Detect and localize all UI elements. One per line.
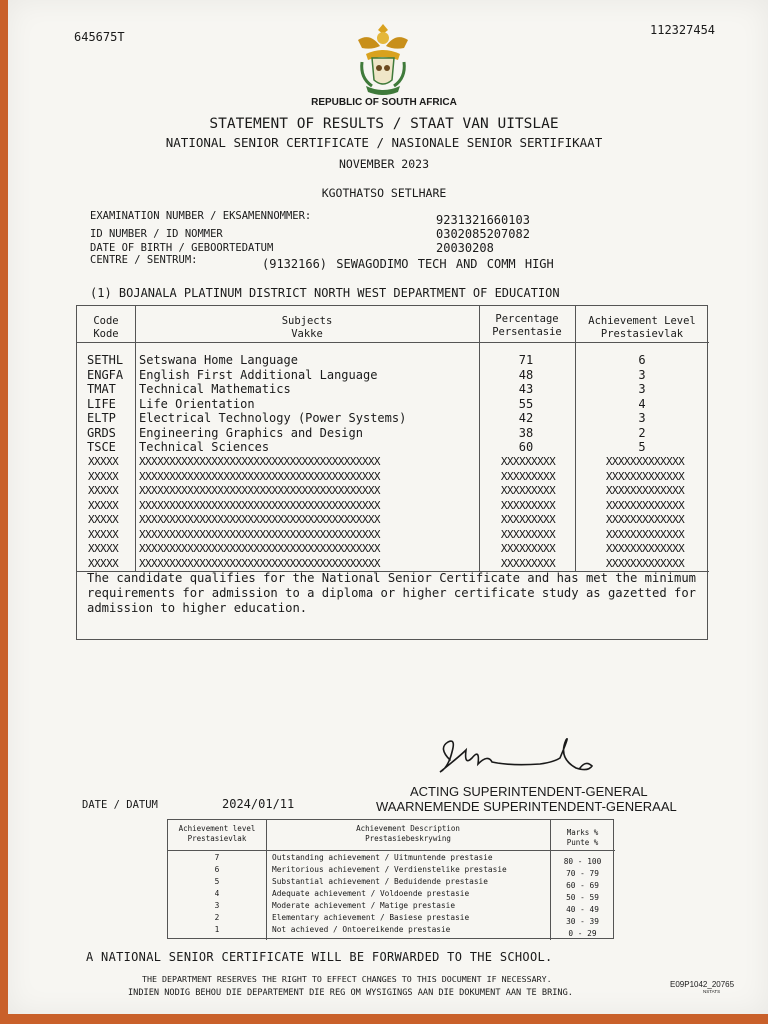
centre-value: (9132166) SEWAGODIMO TECH AND COMM HIGH bbox=[262, 257, 554, 271]
legend-header-level: Achievement level Prestasievlak bbox=[178, 824, 256, 843]
legend-level: 1 bbox=[214, 925, 220, 934]
subject-code: TMAT bbox=[87, 382, 116, 396]
subject-code: ENGFA bbox=[87, 367, 124, 382]
subject-name: Technical Sciences bbox=[139, 440, 270, 454]
legend-level: 5 bbox=[214, 877, 220, 886]
result-row bbox=[77, 440, 709, 455]
legend-level: 4 bbox=[214, 889, 220, 898]
legend-description: Outstanding achievement / Uitmuntende prestasie bbox=[272, 853, 493, 862]
exam-number-label: EXAMINATION NUMBER / EKSAMENNOMMER: bbox=[90, 210, 312, 222]
certificate-title: NATIONAL SENIOR CERTIFICATE / NASIONALE SENIOR SERTIFIKAAT bbox=[165, 135, 603, 150]
serial-number-left: 645675T bbox=[74, 30, 125, 44]
legend-level: 6 bbox=[214, 865, 220, 874]
filler-row: XXXXX XXXXXXXXXXXXXXXXXXXXXXXXXXXXXXXXXXXXXXXX XXXXXXXXX XXXXXXXXXXXXX bbox=[88, 542, 685, 555]
subject-name: Setswana Home Language bbox=[139, 353, 298, 367]
header-achievement-level: Achievement Level Prestasievlak bbox=[588, 315, 696, 340]
legend-description: Meritorious achievement / Verdienstelike prestasie bbox=[272, 865, 507, 874]
subject-name: Technical Mathematics bbox=[139, 382, 291, 396]
legend-level: 3 bbox=[214, 901, 220, 910]
legend-description: Moderate achievement / Matige prestasie bbox=[272, 901, 456, 910]
legend-level: 7 bbox=[214, 853, 220, 862]
serial-number-right: 112327454 bbox=[650, 23, 716, 37]
issue-date-value: 2024/01/11 bbox=[222, 797, 295, 811]
subject-level: 5 bbox=[638, 440, 646, 454]
legend-header-marks: Marks % Punte % bbox=[566, 828, 599, 847]
result-row bbox=[77, 353, 709, 368]
subject-level: 2 bbox=[638, 425, 646, 440]
centre-label: CENTRE / SENTRUM: bbox=[90, 254, 198, 266]
subject-level: 3 bbox=[638, 382, 646, 396]
forward-notice: A NATIONAL SENIOR CERTIFICATE WILL BE FORWARDED TO THE SCHOOL. bbox=[86, 950, 553, 964]
header-subjects: Subjects Vakke bbox=[281, 315, 333, 340]
filler-row: XXXXX XXXXXXXXXXXXXXXXXXXXXXXXXXXXXXXXXXXXXXXX XXXXXXXXX XXXXXXXXXXXXX bbox=[88, 455, 685, 468]
legend-marks: 0 - 29 bbox=[568, 929, 597, 938]
result-row bbox=[77, 368, 709, 383]
subject-percentage: 38 bbox=[518, 425, 534, 440]
coat-of-arms-icon bbox=[352, 20, 414, 96]
result-row bbox=[77, 411, 709, 426]
subject-level: 3 bbox=[638, 367, 646, 382]
signatory-title-af: WAARNEMENDE SUPERINTENDENT-GENERAAL bbox=[376, 799, 677, 814]
exam-session: NOVEMBER 2023 bbox=[338, 157, 429, 171]
result-row bbox=[77, 397, 709, 412]
id-number-value: 0302085207082 bbox=[436, 227, 530, 241]
legend-description: Substantial achievement / Beduidende prestasie bbox=[272, 877, 488, 886]
legend-marks: 60 - 69 bbox=[566, 881, 599, 890]
legend-marks: 30 - 39 bbox=[566, 917, 599, 926]
issue-date-label: DATE / DATUM bbox=[82, 799, 158, 811]
filler-row: XXXXX XXXXXXXXXXXXXXXXXXXXXXXXXXXXXXXXXXXXXXXX XXXXXXXXX XXXXXXXXXXXXX bbox=[88, 556, 685, 570]
filler-row: XXXXX XXXXXXXXXXXXXXXXXXXXXXXXXXXXXXXXXXXXXXXX XXXXXXXXX XXXXXXXXXXXXX bbox=[88, 527, 685, 541]
subject-percentage: 43 bbox=[518, 382, 534, 396]
subject-name: English First Additional Language bbox=[139, 367, 378, 382]
subject-name: Electrical Technology (Power Systems) bbox=[139, 411, 407, 425]
subject-percentage: 71 bbox=[518, 353, 534, 367]
subject-level: 6 bbox=[638, 353, 646, 367]
subject-code: SETHL bbox=[87, 353, 124, 367]
subject-percentage: 48 bbox=[518, 367, 534, 382]
legend-description: Not achieved / Ontoereikende prestasie bbox=[272, 925, 451, 934]
id-number-label: ID NUMBER / ID NOMMER bbox=[90, 228, 223, 240]
disclaimer-en: THE DEPARTMENT RESERVES THE RIGHT TO EFFECT CHANGES TO THIS DOCUMENT IF NECESSARY. bbox=[142, 974, 552, 984]
filler-row: XXXXX XXXXXXXXXXXXXXXXXXXXXXXXXXXXXXXXXXXXXXXX XXXXXXXXX XXXXXXXXXXXXX bbox=[88, 513, 685, 526]
signature bbox=[430, 728, 600, 783]
subject-name: Engineering Graphics and Design bbox=[139, 425, 363, 440]
dob-label: DATE OF BIRTH / GEBOORTEDATUM bbox=[90, 242, 274, 254]
dob-value: 20030208 bbox=[436, 241, 494, 255]
filler-row: XXXXX XXXXXXXXXXXXXXXXXXXXXXXXXXXXXXXXXXXXXXXX XXXXXXXXX XXXXXXXXXXXXX bbox=[88, 498, 685, 512]
legend-marks: 70 - 79 bbox=[566, 869, 599, 878]
form-sub-code: NSTATS bbox=[703, 989, 721, 994]
subject-level: 4 bbox=[638, 396, 646, 411]
legend-description: Elementary achievement / Basiese prestasie bbox=[272, 913, 470, 922]
qualification-statement: The candidate qualifies for the National Senior Certificate and has met the minimum requirements for admission to a diploma or higher certificate study as gazetted for admission to higher education. bbox=[87, 571, 697, 615]
subject-percentage: 42 bbox=[518, 411, 534, 425]
exam-number-value: 9231321660103 bbox=[436, 213, 530, 227]
filler-row: XXXXX XXXXXXXXXXXXXXXXXXXXXXXXXXXXXXXXXXXXXXXX XXXXXXXXX XXXXXXXXXXXXX bbox=[88, 469, 685, 483]
header-percentage: Percentage Persentasie bbox=[492, 313, 562, 338]
disclaimer-af: INDIEN NODIG BEHOU DIE DEPARTEMENT DIE REG OM WYSIGINGS AAN DIE DOKUMENT AAN TE BRING. bbox=[128, 988, 573, 998]
legend-description: Adequate achievement / Voldoende prestasie bbox=[272, 889, 470, 898]
legend-header-description: Achievement Description Prestasiebeskrywing bbox=[356, 824, 460, 843]
subject-code: ELTP bbox=[87, 411, 116, 425]
signatory-title-en: ACTING SUPERINTENDENT-GENERAL bbox=[410, 784, 648, 799]
subject-name: Life Orientation bbox=[139, 396, 255, 411]
republic-label: REPUBLIC OF SOUTH AFRICA bbox=[311, 97, 457, 108]
result-row bbox=[77, 382, 709, 397]
candidate-name: KGOTHATSO SETLHARE bbox=[321, 186, 447, 200]
document-title: STATEMENT OF RESULTS / STAAT VAN UITSLAE bbox=[209, 116, 559, 132]
legend-level: 2 bbox=[214, 913, 220, 922]
form-number: E09P1042_20765 bbox=[670, 980, 735, 989]
legend-marks: 80 - 100 bbox=[563, 857, 602, 866]
results-table bbox=[76, 305, 708, 640]
header-code: Code Kode bbox=[93, 315, 119, 340]
legend-marks: 40 - 49 bbox=[566, 905, 599, 914]
subject-percentage: 60 bbox=[518, 440, 534, 454]
subject-code: TSCE bbox=[87, 440, 116, 454]
subject-level: 3 bbox=[638, 411, 646, 425]
subject-percentage: 55 bbox=[518, 396, 534, 411]
subject-code: LIFE bbox=[87, 396, 116, 411]
district-line: (1) BOJANALA PLATINUM DISTRICT NORTH WEST DEPARTMENT OF EDUCATION bbox=[90, 286, 560, 300]
result-row bbox=[77, 426, 709, 441]
achievement-legend bbox=[167, 819, 614, 939]
legend-marks: 50 - 59 bbox=[566, 893, 599, 902]
subject-code: GRDS bbox=[87, 425, 116, 440]
filler-row: XXXXX XXXXXXXXXXXXXXXXXXXXXXXXXXXXXXXXXXXXXXXX XXXXXXXXX XXXXXXXXXXXXX bbox=[88, 484, 685, 497]
